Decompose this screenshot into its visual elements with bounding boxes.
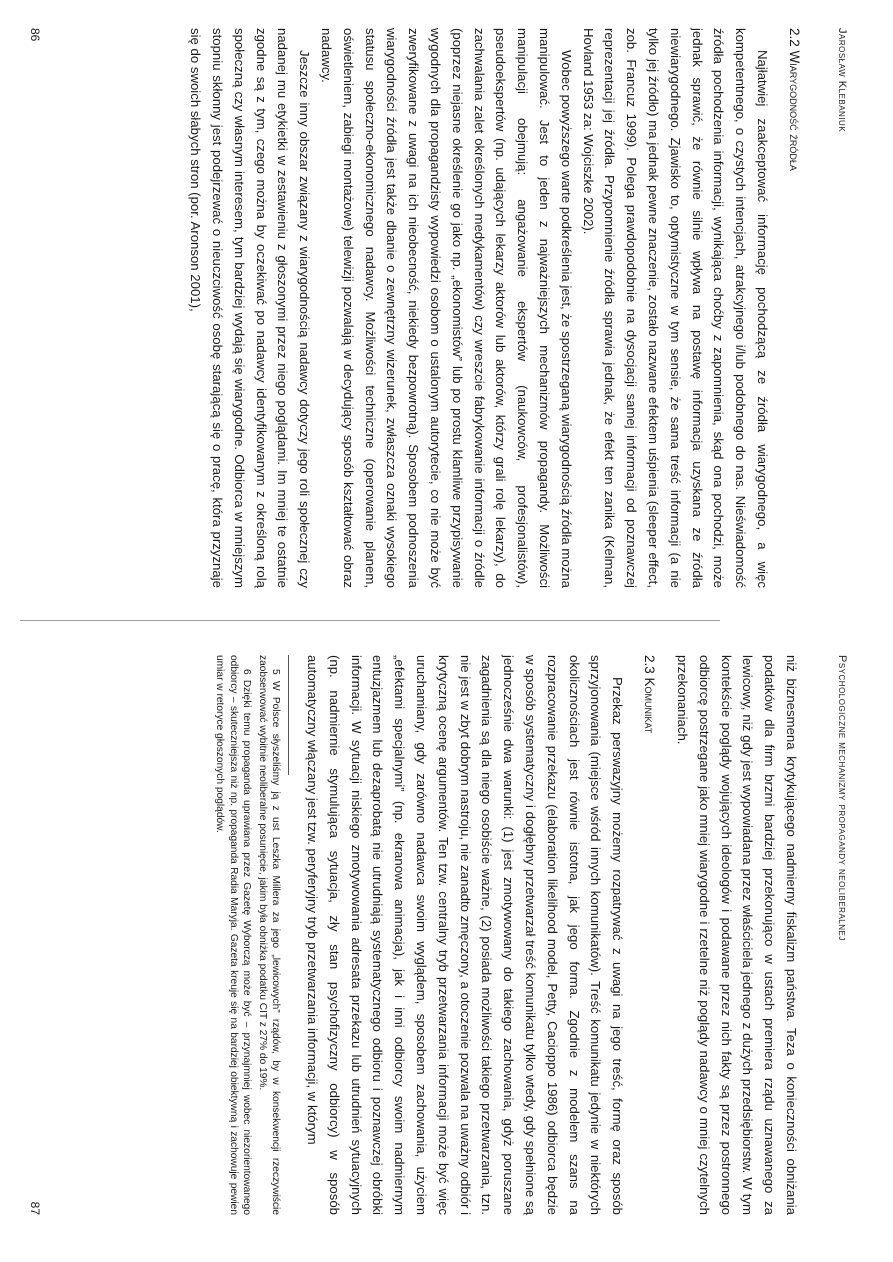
paragraph: Przekaz perswazyjny możemy rozpatrywać z uwagi na jego treść, formę oraz sposób sprzyjonowania (miejsce wśród innych komunikatów). Treść komunikatu jedynie w niektórych okolicznościach jest równie istotna, jak jego forma. Zgodnie z modelem szans na rozpracowanie przekazu (elaboration likelihood model, Petty, Cacioppo 1986) odbiorca będzie w sposób systematyczny i dogłębny przetwarzał treść komunikatu tylko wtedy, gdy spełnione są jednocześnie dwa warunki: (1) jest zmotywowany do takiego zachowania, gdyż poruszane zagadnienia są dla niego osobiście ważne, (2) posiada możliwości takiego przetwarzania, tzn. nie jest w zbyt dobrym nastroju, nie zanadto zmęczony, a otoczenie pozwala na uważny odbiór i krytyczną ocenę argumentów. Ten tzw. centralny tryb przetwarzania informacji może być więc uruchamiany, gdy zarówno nadawca swoim wyglądem, sposobem zachowania, użyciem „efektami specjalnymi” (np. ekranowa animacja), jak i inni odbiorcy swoim nadmiernym entuzjazmem lub dezaprobatą nie utrudniają systematycznego odbioru i poznawczej obróbki informacji. W sytuacji niskiego zmotywowania adresata przekazu lub utrudnień sytuacyjnych (np. nadmiernie stymulująca sytuacja, zły stan psychofizyczny odbiorcy) w sposób automatyczny włączany jest tzw. peryferyjny tryb przetwarzania informacji, w którym <box>305 655 626 1215</box>
running-head: Psychologiczne mechanizmy propagandy neoliberalnej <box>836 655 848 941</box>
paragraph-text: niż biznesmena krytykującego nadmierny fiskalizm państwa. Teza o konieczności obniżania podatków dla firm brzmi bardziej przekonująco w ustach premiera rządu uznawanego za lewicowy, niż gdy jest wypowiadana przez właściciela jednego z dużych przedsiębiorstw. W tym kontekście poglądy wojujących ideologów i podawane przez nich fakty są przez postronnego odbiorcę postrzegane jako mniej wiarygodne i rzetelne niż poglądy nadawcy o mniej czytelnych przekonaniach. <box>675 655 799 1215</box>
page-number: 86 <box>28 28 42 42</box>
footnote-divider <box>288 655 289 775</box>
section-heading: 2.2 Wiarygodność źródła <box>787 28 802 171</box>
left-page <box>28 28 848 588</box>
running-head: Jarosław Klebaniuk <box>836 28 848 133</box>
section-heading: 2.3 Komunikat <box>642 655 658 734</box>
paragraph: Najłatwiej zaakceptować informację pochodzącą ze źródła wiarygodnego, a więc kompetentnego, o czystych intencjach, atrakcyjnego i/lub podobnego do nas. Nieświadomość źródła pochodzenia informacji, wynikająca choćby z zapomnienia, skąd ona pochodzi, może jednak sprawić, że równie silnie wpływa na postawę informacja uzyskana ze źródła niewiarygodnego. Zjawisko to, optymistyczne w tym sensie, że sama treść informacji (a nie tylko jej źródło) ma jednak pewne znaczenie, zostało nazwane efektem uśpienia (sleeper effect, zob. Francuz 1999). Polega prawdopodobnie na dysocjacji samej informacji od poznawczej reprezentacji jej źródła. Przypomnienie źródła sprawia jednak, że efekt ten zanika (Kelman, Hovland 1953 za: Wojciszke 2002). <box>580 28 770 588</box>
footnote: 5 W Polsce słyszeliśmy ją z ust Leszka Millera za jego „lewicowych” rządów, by w konsekwencji rzeczywiście zaobserwować wybitnie neoliberalne posunięcie, jakim była obniżka podatku CIT z 27% do 19%. <box>257 655 282 1215</box>
page-number: 87 <box>28 1201 42 1215</box>
footnote: 6 Dzięki temu propaganda uprawiana przez Gazetę Wyborczą może być – przynajmniej wobec niezorientowanego odbiorcy – skuteczniejsza niż np. propaganda Radia Maryja. Gazeta kreuje się na bardziej obiektywną i zachowuje pewien umiar w retoryce głoszonych poglądów. <box>214 655 252 1215</box>
right-page <box>28 655 848 1215</box>
paragraph: Jeszcze inny obszar związany z wiarygodnością nadawcy dotyczy jego roli społecznej czy nadanej mu etykietki w zestawieniu z głoszonymi przez niego poglądami. Im mniej te ostatnie zgodne są z tym, czego można by oczekiwać po nadawcy identyfikowanym z określoną rolą społeczną czy własnym interesem, tym bardziej wydają się wiarygodne. Odbiorca w mniejszym stopniu skłonny jest podejrzewać o nieuczciwość osobę starającą się o pracę, która przyznaje się do swoich słabych stron (por. Aronson 2001), <box>188 28 313 588</box>
scan-gutter-line <box>20 620 720 621</box>
paragraph <box>671 655 802 1215</box>
paragraph: Wobec powyższego warte podkreślenia jest, że spostrzeganą wiarygodnością źródła można manipulować. Jest to jeden z najważniejszych mechanizmów propagandy. Możliwości manipulacji obejmują: angażowanie ekspertów (naukowców, profesjonalistów), pseudoekspertów (np. udających lekarzy aktorów lub aktorów, którzy grali rolę lekarzy), do zachwalania zalet określonych medykamentów) czy wreszcie fabrykowanie informacji o źródle (poprzez niejasne określenie go jako np. „ekonomistów” lub po prostu klamliwe przypisywanie wygodnych dla propagandzisty wypowiedzi osobom o ustalonym autorytecie, co nie może być zweryfikowane z uwagi na ich nieobecność, niekiedy bezpowrotną). Sposobem podnoszenia wiarygodności źródła jest także dbanie o zewnętrzny wizerunek, zwłaszcza oznaki wysokiego statusu społeczno-ekonomicznego nadawcy. Możliwości techniczne (operowanie planem, oświetleniem, zabiegi montażowe) telewizji pozwalają w decydujący sposób kształtować obraz nadawcy. <box>319 28 574 588</box>
